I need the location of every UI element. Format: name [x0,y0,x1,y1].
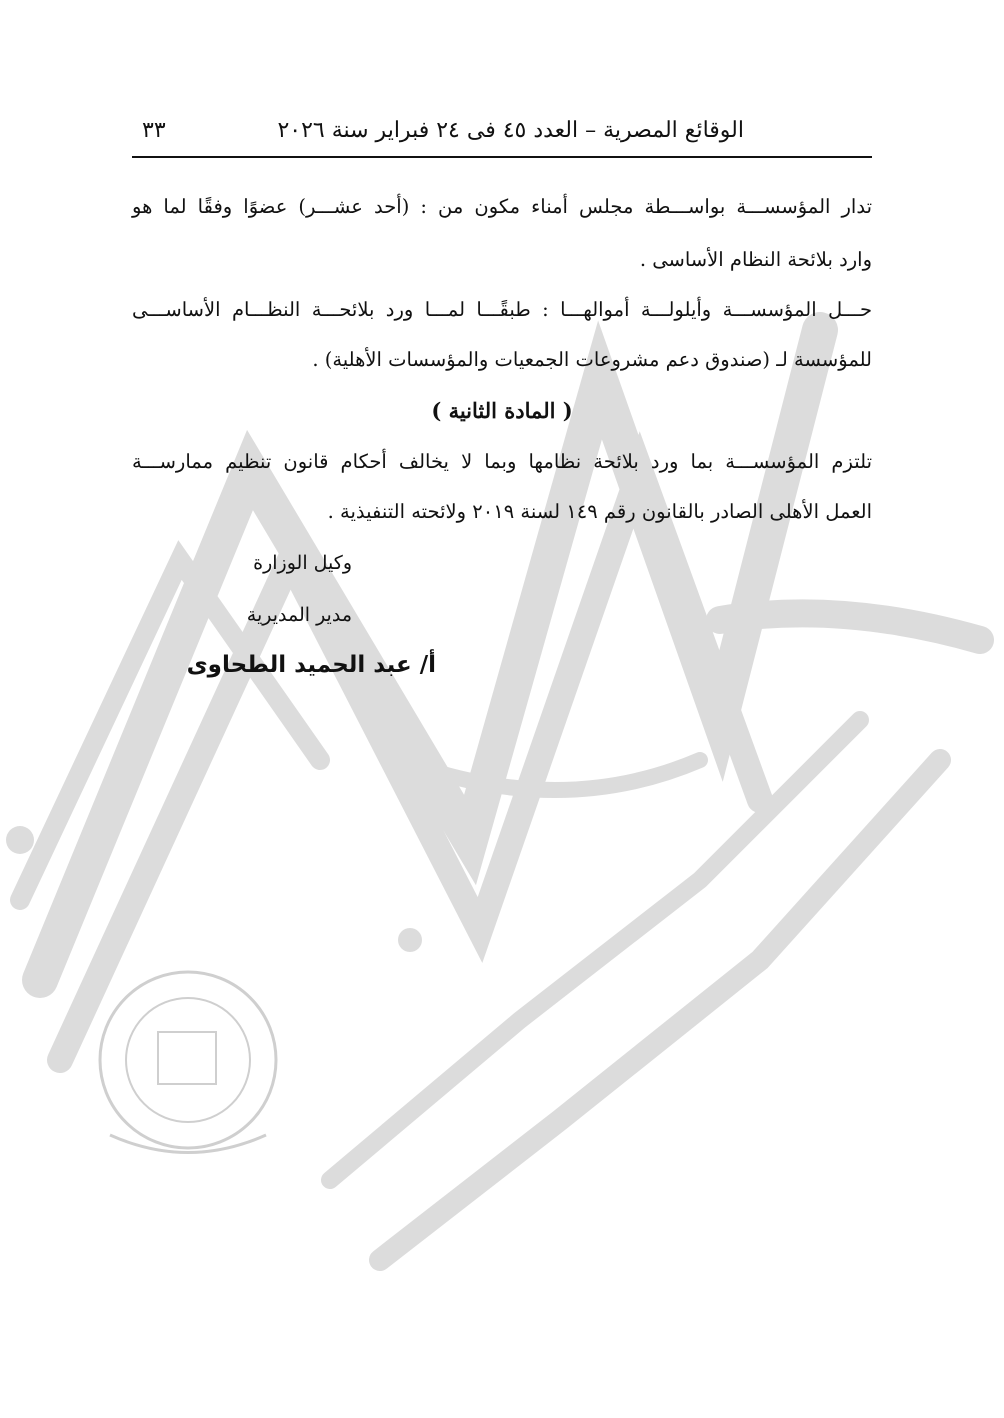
paragraph-line: وارد بلائحة النظام الأساسى . [639,248,872,271]
page-header [132,110,872,158]
page-number: ٣٣ [142,118,166,143]
signature-role: مدير المديرية [246,604,352,626]
header-title: الوقائع المصرية – العدد ٤٥ فى ٢٤ فبراير سنة ٢٠٢٦ [277,118,744,143]
paragraph-line: للمؤسسة لـ (صندوق دعم مشروعات الجمعيات والمؤسسات الأهلية) . [312,348,872,371]
paragraph-line: تلتزم المؤسســـة بما ورد بلائحة نظامها وبما لا يخالف أحكام قانون تنظيم ممارســـة [132,450,872,473]
paragraph-line: حـــل المؤسســـة وأيلولـــة أموالهـــا : طبقًـــا لمـــا ورد بلائحـــة النظـــام الأساســـى [132,298,872,321]
paragraph-line: تدار المؤسســـة بواســـطة مجلس أمناء مكون من : (أحد عشـــر) عضوًا وفقًا لما هو [132,195,872,218]
article-heading: ( المادة الثانية ) [431,398,573,423]
signature-role: وكيل الوزارة [253,552,352,574]
paragraph-line: العمل الأهلى الصادر بالقانون رقم ١٤٩ لسنة ٢٠١٩ ولائحته التنفيذية . [327,500,872,523]
signature-name: أ/ عبد الحميد الطحاوى [186,652,436,678]
